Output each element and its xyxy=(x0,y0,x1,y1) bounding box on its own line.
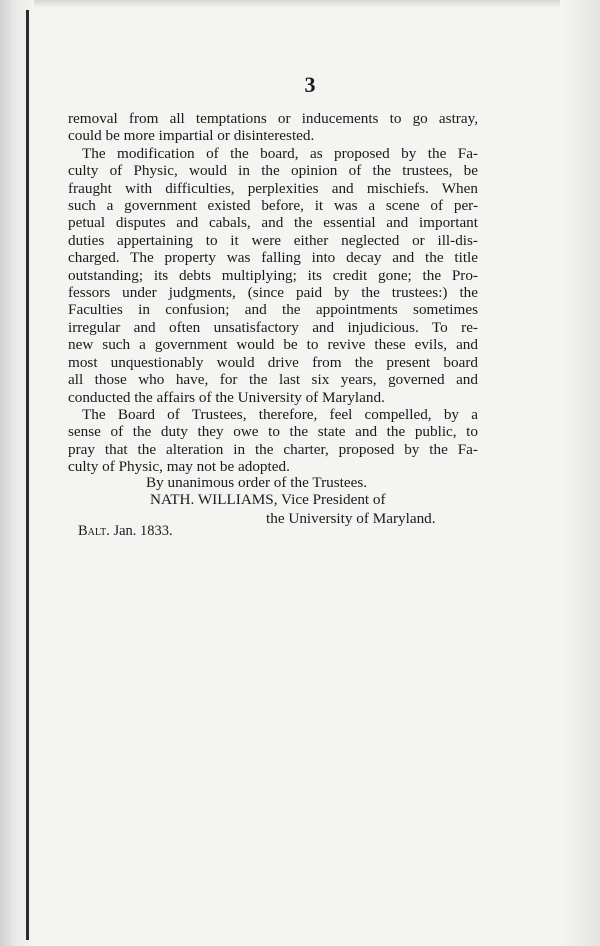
text-line: irregular and often unsatisfactory and injudicious. To re- xyxy=(68,318,478,336)
text-line: removal from all temptations or inducements to go astray, xyxy=(68,110,478,127)
body-text xyxy=(68,110,478,476)
dateline-date: Jan. 1833. xyxy=(113,523,173,539)
text-line: such a government existed before, it was a scene of per- xyxy=(68,197,478,215)
page-top-edge xyxy=(0,0,600,8)
signature-order: By unanimous order of the Trustees. xyxy=(146,474,368,491)
text-line: outstanding; its debts multiplying; its credit gone; the Pro- xyxy=(68,266,478,284)
text-line: Faculties in confusion; and the appointments sometimes xyxy=(68,301,478,319)
text-line: charged. The property was falling into decay and the title xyxy=(68,249,478,267)
text-line: fraught with difficulties, perplexities and mischiefs. When xyxy=(68,179,478,197)
text-line: culty of Physic, would in the opinion of the trustees, be xyxy=(68,162,478,180)
text-line: pray that the alteration in the charter, proposed by the Fa- xyxy=(68,440,478,458)
signature-institution: the University of Maryland. xyxy=(266,510,436,527)
dateline xyxy=(78,523,173,540)
text-line: sense of the duty they owe to the state and the public, to xyxy=(68,423,478,441)
text-line: most unquestionably would drive from the present board xyxy=(68,353,478,371)
text-line: all those who have, for the last six years, governed and xyxy=(68,371,478,389)
text-line: The modification of the board, as proposed by the Fa- xyxy=(82,144,478,162)
dateline-place: Balt. xyxy=(78,523,110,539)
page-number: 3 xyxy=(304,72,316,97)
text-line: conducted the affairs of the University of Maryland. xyxy=(68,388,385,406)
text-line: The Board of Trustees, therefore, feel compelled, by a xyxy=(82,405,478,423)
page-right-edge xyxy=(560,0,600,946)
text-line: duties appertaining to it were either neglected or ill-dis- xyxy=(68,231,478,249)
binding-line xyxy=(26,10,29,940)
text-line: fessors under judgments, (since paid by the trustees:) the xyxy=(68,284,478,302)
text-line: culty of Physic, may not be adopted. xyxy=(68,458,290,476)
text-line: petual disputes and cabals, and the essential and important xyxy=(68,214,478,232)
text-line: could be more impartial or disinterested. xyxy=(68,127,315,145)
text-line: new such a government would be to revive these evils, and xyxy=(68,336,478,354)
signature-name: NATH. WILLIAMS, Vice President of xyxy=(150,491,386,508)
